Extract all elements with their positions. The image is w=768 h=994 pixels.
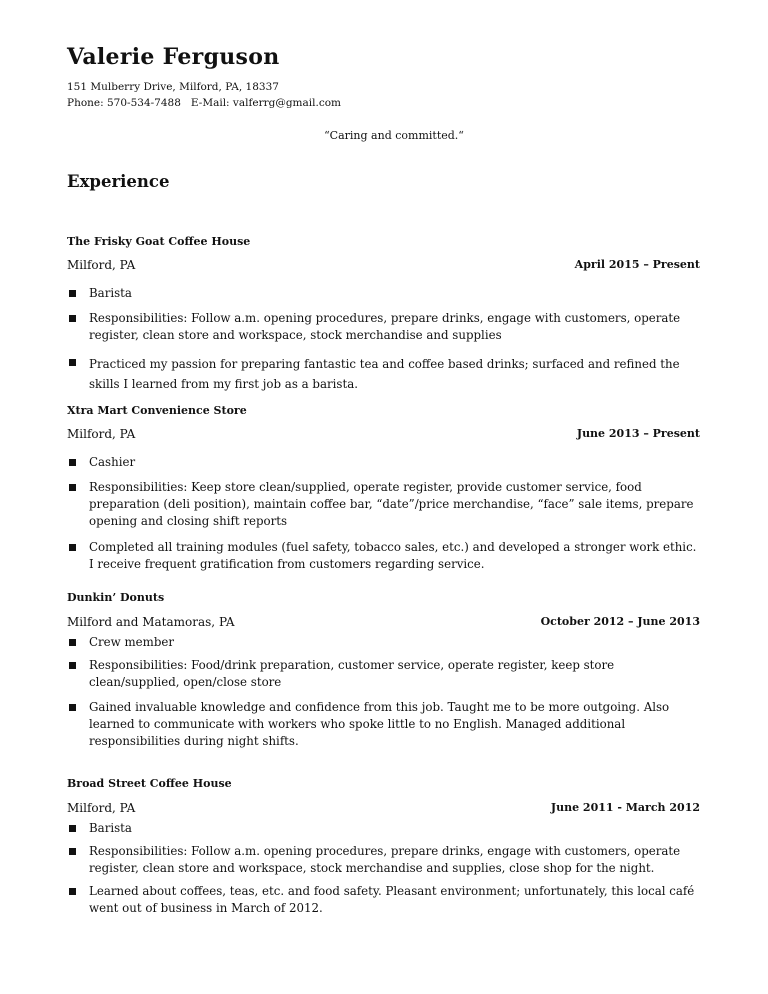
section-title-experience: Experience xyxy=(67,172,170,191)
job-entry xyxy=(67,591,700,750)
company-name: Broad Street Coffee House xyxy=(67,777,232,790)
square-bullet-icon xyxy=(69,459,76,466)
job-bullet: Learned about coffees, teas, etc. and food safety. Pleasant environment; unfortunately, this local café went out of business in March of 2012. xyxy=(67,883,700,917)
square-bullet-icon xyxy=(69,359,76,366)
job-bullet: Responsibilities: Food/drink preparation, customer service, operate register, keep store clean/supplied, open/close store xyxy=(67,657,700,691)
job-dates: April 2015 – Present xyxy=(574,258,700,271)
job-location: Milford, PA xyxy=(67,801,136,815)
job-bullet: Cashier xyxy=(67,454,700,471)
tagline: “Caring and committed.“ xyxy=(324,129,464,142)
company-name: Dunkin’ Donuts xyxy=(67,591,165,604)
job-bullet: Responsibilities: Follow a.m. opening procedures, prepare drinks, engage with customers, operate register, clean store and workspace, stock merchandise and supplies, close shop for the night. xyxy=(67,843,700,877)
square-bullet-icon xyxy=(69,315,76,322)
job-location: Milford and Matamoras, PA xyxy=(67,615,235,629)
square-bullet-icon xyxy=(69,662,76,669)
job-entry xyxy=(67,235,700,394)
square-bullet-icon xyxy=(69,544,76,551)
phone-email: Phone: 570-534-7488 E-Mail: valferrg@gmail.com xyxy=(67,97,341,109)
company-name: Xtra Mart Convenience Store xyxy=(67,404,247,417)
job-bullet: Practiced my passion for preparing fantastic tea and coffee based drinks; surfaced and refined the skills I learned from my first job as a barista. xyxy=(67,354,700,394)
square-bullet-icon xyxy=(69,290,76,297)
job-bullet: Responsibilities: Keep store clean/supplied, operate register, provide customer service, food preparation (deli position), maintain coffee bar, “date”/price merchandise, “face” sale items, prepare opening and closing shift reports xyxy=(67,479,700,530)
candidate-name: Valerie Ferguson xyxy=(67,44,280,70)
job-bullet: Barista xyxy=(67,820,700,837)
job-dates: October 2012 – June 2013 xyxy=(540,615,700,628)
company-name: The Frisky Goat Coffee House xyxy=(67,235,251,248)
job-entry xyxy=(67,404,700,573)
square-bullet-icon xyxy=(69,825,76,832)
job-bullet: Responsibilities: Follow a.m. opening procedures, prepare drinks, engage with customers, operate register, clean store and workspace, stock merchandise and supplies xyxy=(67,310,700,344)
job-dates: June 2013 – Present xyxy=(576,427,700,440)
square-bullet-icon xyxy=(69,704,76,711)
job-dates: June 2011 - March 2012 xyxy=(550,801,700,814)
square-bullet-icon xyxy=(69,848,76,855)
address: 151 Mulberry Drive, Milford, PA, 18337 xyxy=(67,81,279,93)
job-bullet: Completed all training modules (fuel safety, tobacco sales, etc.) and developed a stronger work ethic. I receive frequent gratification from customers regarding service. xyxy=(67,539,700,573)
job-entry xyxy=(67,777,700,917)
job-bullet: Barista xyxy=(67,285,700,302)
square-bullet-icon xyxy=(69,484,76,491)
job-location: Milford, PA xyxy=(67,258,136,272)
job-bullet: Gained invaluable knowledge and confidence from this job. Taught me to be more outgoing. Also learned to communicate with workers who spoke little to no English. Managed additional responsibilities during night shifts. xyxy=(67,699,700,750)
job-bullet: Crew member xyxy=(67,634,700,651)
square-bullet-icon xyxy=(69,888,76,895)
job-location: Milford, PA xyxy=(67,427,136,441)
square-bullet-icon xyxy=(69,639,76,646)
